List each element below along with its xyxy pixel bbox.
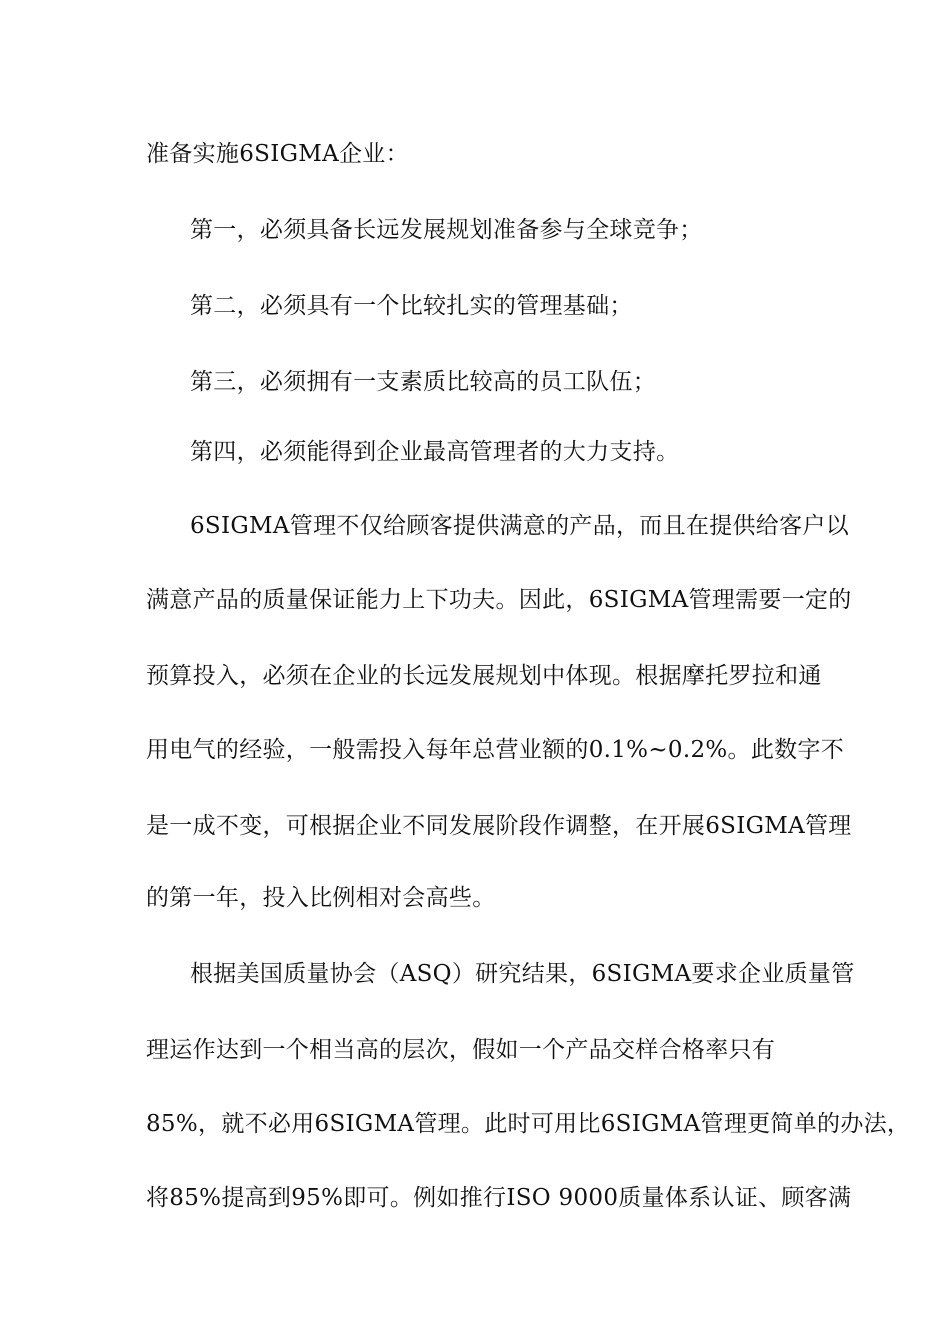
text-line-3: 第二，必须具有一个比较扎实的管理基础； <box>190 293 633 319</box>
text-line-4: 第三，必须拥有一支素质比较高的员工队伍； <box>190 369 656 395</box>
text-line-13: 理运作达到一个相当高的层次，假如一个产品交样合格率只有 <box>146 1037 776 1063</box>
text-line-14: 85%，就不必用6SIGMA管理。此时可用比6SIGMA管理更简单的办法， <box>146 1111 911 1137</box>
text-line-1: 准备实施6SIGMA企业： <box>146 141 409 167</box>
text-line-10: 是一成不变，可根据企业不同发展阶段作调整，在开展6SIGMA管理 <box>146 813 852 839</box>
text-line-5: 第四，必须能得到企业最高管理者的大力支持。 <box>190 439 680 465</box>
text-line-12: 根据美国质量协会（ASQ）研究结果，6SIGMA要求企业质量管 <box>190 961 855 987</box>
text-line-7: 满意产品的质量保证能力上下功夫。因此，6SIGMA管理需要一定的 <box>146 587 852 613</box>
text-line-8: 预算投入，必须在企业的长远发展规划中体现。根据摩托罗拉和通 <box>146 663 822 689</box>
text-line-11: 的第一年，投入比例相对会高些。 <box>146 885 496 911</box>
text-line-15: 将85%提高到95%即可。例如推行ISO 9000质量体系认证、顾客满 <box>146 1185 852 1211</box>
text-line-6: 6SIGMA管理不仅给顾客提供满意的产品，而且在提供给客户以 <box>190 513 850 539</box>
text-line-2: 第一，必须具备长远发展规划准备参与全球竞争； <box>190 217 703 243</box>
text-line-9: 用电气的经验，一般需投入每年总营业额的0.1%~0.2%。此数字不 <box>146 737 845 763</box>
